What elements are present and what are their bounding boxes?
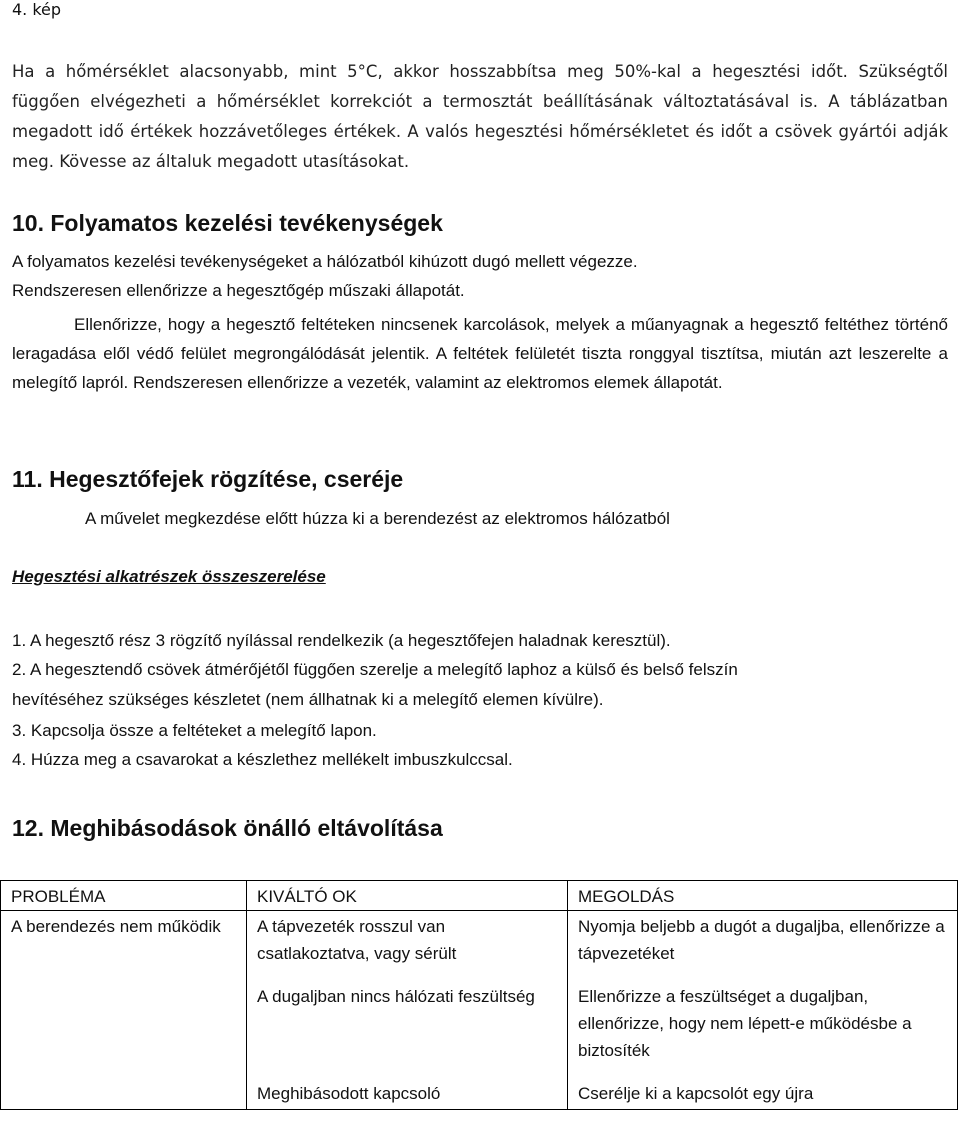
section-12-heading: 12. Meghibásodások önálló eltávolítása (12, 815, 443, 841)
troubleshooting-table (0, 880, 958, 1110)
table-cell-cause: A tápvezeték rosszul van csatlakoztatva, vagy sérült (247, 911, 568, 970)
table-cell-problem (1, 969, 247, 1066)
table-row (1, 911, 958, 970)
table-cell-problem: A berendezés nem működik (1, 911, 247, 970)
table-header-problem: PROBLÉMA (1, 881, 247, 911)
table-cell-solution: Ellenőrizze a feszültséget a dugaljban, ellenőrizze, hogy nem lépett-e működésbe a biztosíték (568, 969, 958, 1066)
section-11-subheading: Hegesztési alkatrészek összeszerelése (12, 567, 326, 586)
section-10-heading: 10. Folyamatos kezelési tevékenységek (12, 210, 443, 236)
step-2-line-2: hevítéséhez szükséges készletet (nem állhatnak ki a melegítő elemen kívülre). (12, 690, 604, 709)
section-11-note: A művelet megkezdése előtt húzza ki a berendezést az elektromos hálózatból (85, 509, 670, 528)
step-3: 3. Kapcsolja össze a feltéteket a melegítő lapon. (12, 721, 377, 740)
section-10-line-2: Rendszeresen ellenőrizze a hegesztőgép műszaki állapotát. (12, 281, 465, 300)
step-1: 1. A hegesztő rész 3 rögzítő nyílással rendelkezik (a hegesztőfejen haladnak keresztül). (12, 631, 671, 650)
table-cell-solution: Cserélje ki a kapcsolót egy újra (568, 1066, 958, 1110)
table-cell-cause: Meghibásodott kapcsoló (247, 1066, 568, 1110)
intro-paragraph: Ha a hőmérséklet alacsonyabb, mint 5°C, akkor hosszabbítsa meg 50%-kal a hegesztési időt. Szükségtől függően elvégezheti a hőmérséklet korrekciót a termosztát beállításának változtatásával is. A táblázatban megadott idő értékek hozzávetőleges értékek. A valós hegesztési hőmérsékletet és időt a csövek gyártói adják meg. Kövesse az általuk megadott utasításokat. (12, 62, 948, 171)
section-11-heading: 11. Hegesztőfejek rögzítése, cseréje (12, 466, 404, 492)
table-row (1, 1066, 958, 1110)
table-cell-cause: A dugaljban nincs hálózati feszültség (247, 969, 568, 1066)
step-4: 4. Húzza meg a csavarokat a készlethez mellékelt imbuszkulccsal. (12, 750, 513, 769)
table-cell-solution: Nyomja beljebb a dugót a dugaljba, ellenőrizze a tápvezetéket (568, 911, 958, 970)
table-cell-problem (1, 1066, 247, 1110)
table-header-cause: KIVÁLTÓ OK (247, 881, 568, 911)
table-header-solution: MEGOLDÁS (568, 881, 958, 911)
table-row (1, 969, 958, 1066)
section-10-line-1: A folyamatos kezelési tevékenységeket a hálózatból kihúzott dugó mellett végezze. (12, 252, 638, 271)
table-header-row (1, 881, 958, 911)
figure-caption: 4. kép (12, 0, 62, 19)
step-2-line-1: 2. A hegesztendő csövek átmérőjétől függően szerelje a melegítő laphoz a külső és belső felszín (12, 660, 738, 679)
section-10-paragraph (12, 310, 948, 397)
section-10-paragraph-text: Ellenőrizze, hogy a hegesztő feltéteken nincsenek karcolások, melyek a műanyagnak a hegesztő feltéthez történő leragadása elől védő felület megrongálódását jelentik. A feltétek felületét tiszta ronggyal tisztítsa, miután azt leszerelte a melegítő lapról. Rendszeresen ellenőrizze a vezeték, valamint az elektromos elemek állapotát. (12, 315, 948, 392)
